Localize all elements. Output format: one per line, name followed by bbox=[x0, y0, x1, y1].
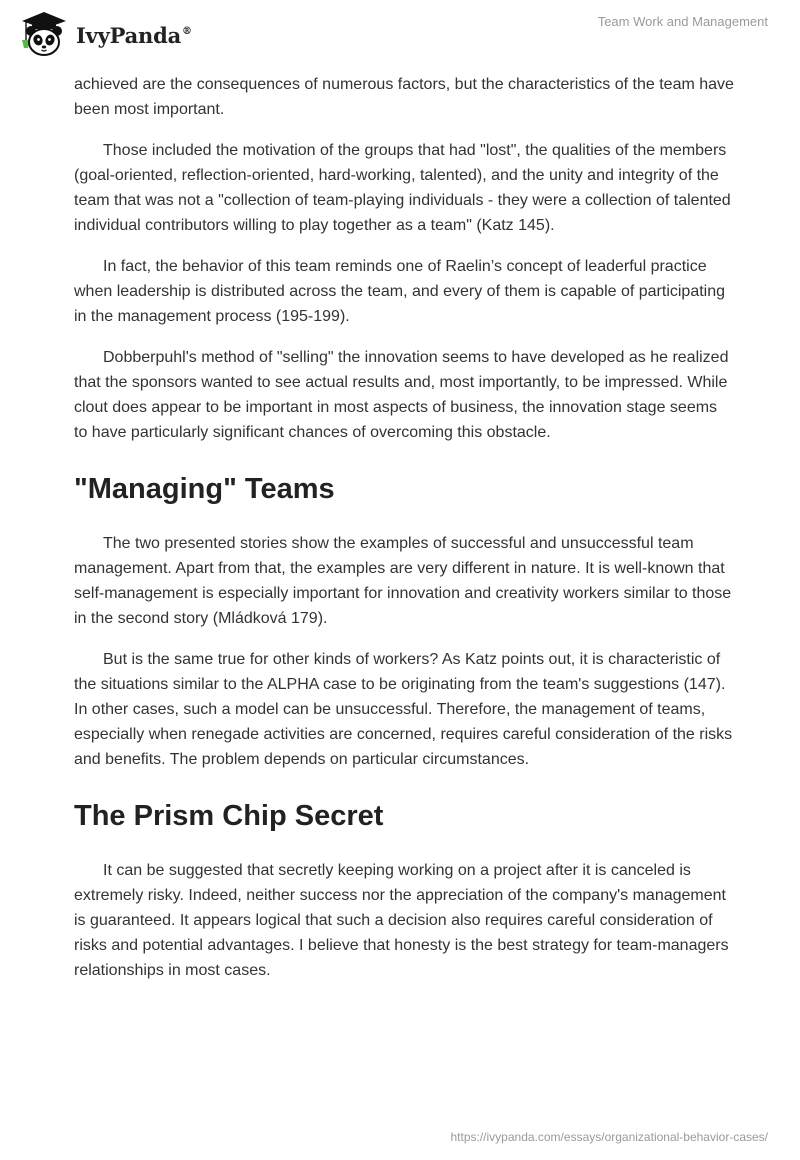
paragraph: achieved are the consequences of numerous factors, but the characteristics of the team have been most important. bbox=[74, 76, 734, 118]
paragraph: In fact, the behavior of this team reminds one of Raelin’s concept of leaderful practice when leadership is distributed across the team, and every of them is capable of participating in the management process (195-199). bbox=[74, 258, 726, 325]
brand-name-text: IvyPanda bbox=[76, 22, 182, 48]
essay-body bbox=[74, 72, 734, 999]
section-heading-managing-teams: "Managing" Teams bbox=[74, 473, 335, 505]
paragraph: Those included the motivation of the groups that had "lost", the qualities of the members (goal-oriented, reflection-oriented, hard-working, talented), and the unity and integrity of the team that was not a "collection of team-playing individuals - they were a collection of talented individual contributors willing to play together as a team" (Katz 145). bbox=[74, 142, 731, 234]
section-heading-prism-chip-secret: The Prism Chip Secret bbox=[74, 800, 384, 832]
page-header bbox=[0, 0, 800, 70]
registered-mark: ® bbox=[182, 25, 192, 37]
source-url[interactable]: https://ivypanda.com/essays/organizational-behavior-cases/ bbox=[450, 1130, 768, 1144]
paragraph: It can be suggested that secretly keeping working on a project after it is canceled is extremely risky. Indeed, neither success nor the appreciation of the company's management is guaranteed. It appears logical that such a decision also requires careful consideration of risks and potential advantages. I believe that honesty is the best strategy for team-managers relationships in most cases. bbox=[74, 862, 729, 979]
panda-graduation-cap-icon bbox=[14, 8, 72, 60]
ivypanda-logo[interactable] bbox=[14, 8, 192, 60]
brand-name bbox=[76, 23, 192, 48]
paragraph: Dobberpuhl's method of "selling" the innovation seems to have developed as he realized that the sponsors wanted to see actual results and, most importantly, to be impressed. While clout does appear to be important in most aspects of business, the innovation stage seems to have particularly significant chances of overcoming this obstacle. bbox=[74, 349, 729, 441]
paragraph: The two presented stories show the examples of successful and unsuccessful team management. Apart from that, the examples are very different in nature. It is well-known that self-management is especially important for innovation and creativity workers similar to those in the second story (Mládková 179). bbox=[74, 535, 732, 627]
document-title: Team Work and Management bbox=[597, 14, 768, 29]
paragraph: But is the same true for other kinds of workers? As Katz points out, it is characteristic of the situations similar to the ALPHA case to be originating from the team's suggestions (147). In other cases, such a model can be unsuccessful. Therefore, the management of teams, especially when renegade activities are concerned, requires careful consideration of the risks and benefits. The problem depends on particular circumstances. bbox=[74, 651, 733, 768]
